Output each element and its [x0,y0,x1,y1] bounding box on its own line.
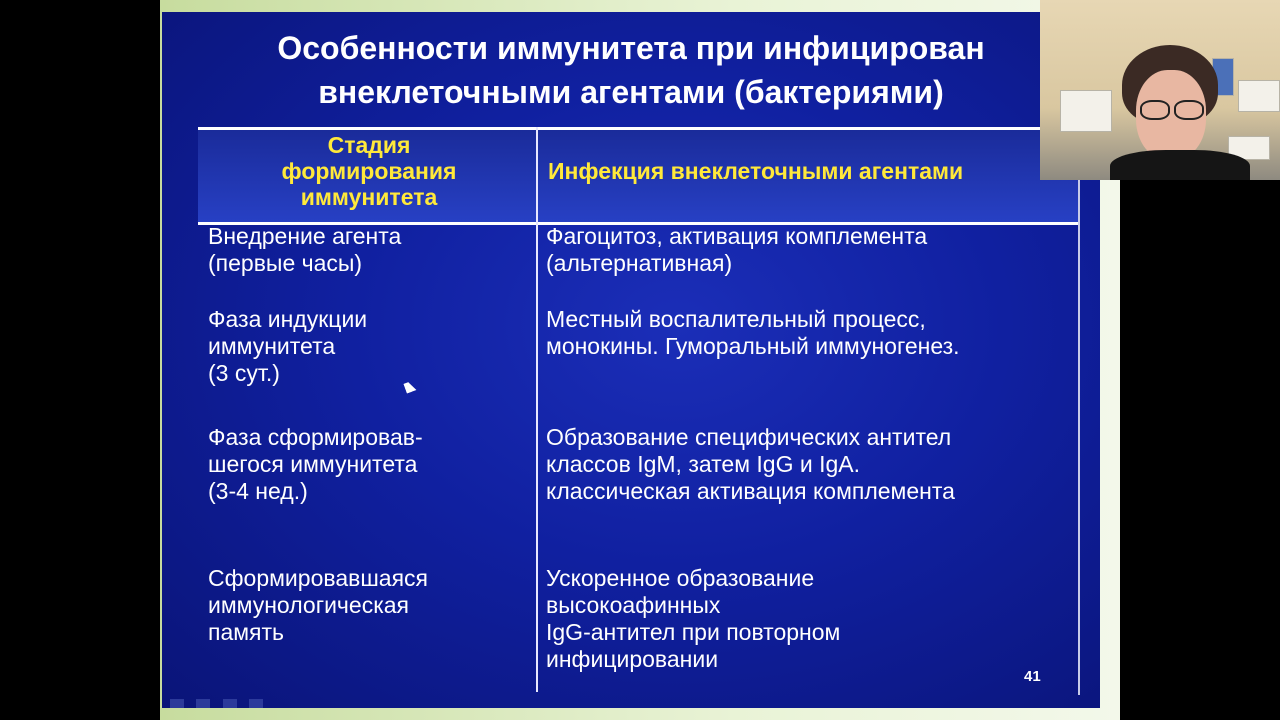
text-line: классическая активация комплемента [546,478,955,504]
text-line: Сформировавшаяся [208,565,428,591]
row-4-infection [546,565,840,673]
header-stage [202,132,536,210]
lab-equipment [1060,90,1112,132]
prev-slide-icon[interactable] [170,699,184,708]
text-line: Местный воспалительный процесс, [546,306,926,332]
slide-title [162,26,1100,114]
text-line: инфицировании [546,646,719,672]
glasses-icon [1140,100,1202,116]
row-1-infection [546,223,927,277]
row-2-infection [546,306,960,360]
header-stage-line: формирования [281,158,457,184]
pen-icon[interactable] [196,699,210,708]
presenter-video-icon [1040,0,1280,180]
text-line: (3-4 нед.) [208,478,308,504]
page-number: 41 [1024,668,1041,685]
menu-icon[interactable] [223,699,237,708]
text-line: высокоафинных [546,592,721,618]
text-line: (3 сут.) [208,360,280,386]
text-line: IgG-антител при повторном [546,619,841,645]
person-body [1110,150,1250,180]
header-infection: Инфекция внеклеточными агентами [548,158,964,184]
text-line: иммунитета [208,333,336,359]
text-line: память [208,619,285,645]
column-divider [536,127,538,692]
text-line: (альтернативная) [546,250,733,276]
table-right-border [1078,130,1080,695]
text-line: Фаза сформировав- [208,424,423,450]
header-stage-line: Стадия [327,132,411,158]
text-line: Ускоренное образование [546,565,815,591]
wall-paper [1238,80,1280,112]
next-slide-icon[interactable] [249,699,263,708]
header-stage-line: иммунитета [300,184,438,210]
row-2-stage [208,306,367,387]
text-line: Образование специфических антител [546,424,952,450]
row-1-stage [208,223,401,277]
text-line: шегося иммунитета [208,451,418,477]
text-line: Фагоцитоз, активация комплемента [546,223,928,249]
slide-nav-controls[interactable] [170,696,271,708]
text-line: (первые часы) [208,250,363,276]
presentation-slide [162,12,1100,708]
title-line-2: внеклеточными агентами (бактериями) [318,74,944,110]
row-4-stage [208,565,428,646]
text-line: Внедрение агента [208,223,402,249]
text-line: классов IgM, затем IgG и IgA. [546,451,861,477]
title-line-1: Особенности иммунитета при инфицирован [277,30,985,66]
text-line: иммунологическая [208,592,410,618]
text-line: Фаза индукции [208,306,368,332]
row-3-stage [208,424,423,505]
text-line: монокины. Гуморальный иммуногенез. [546,333,960,359]
row-3-infection [546,424,955,505]
